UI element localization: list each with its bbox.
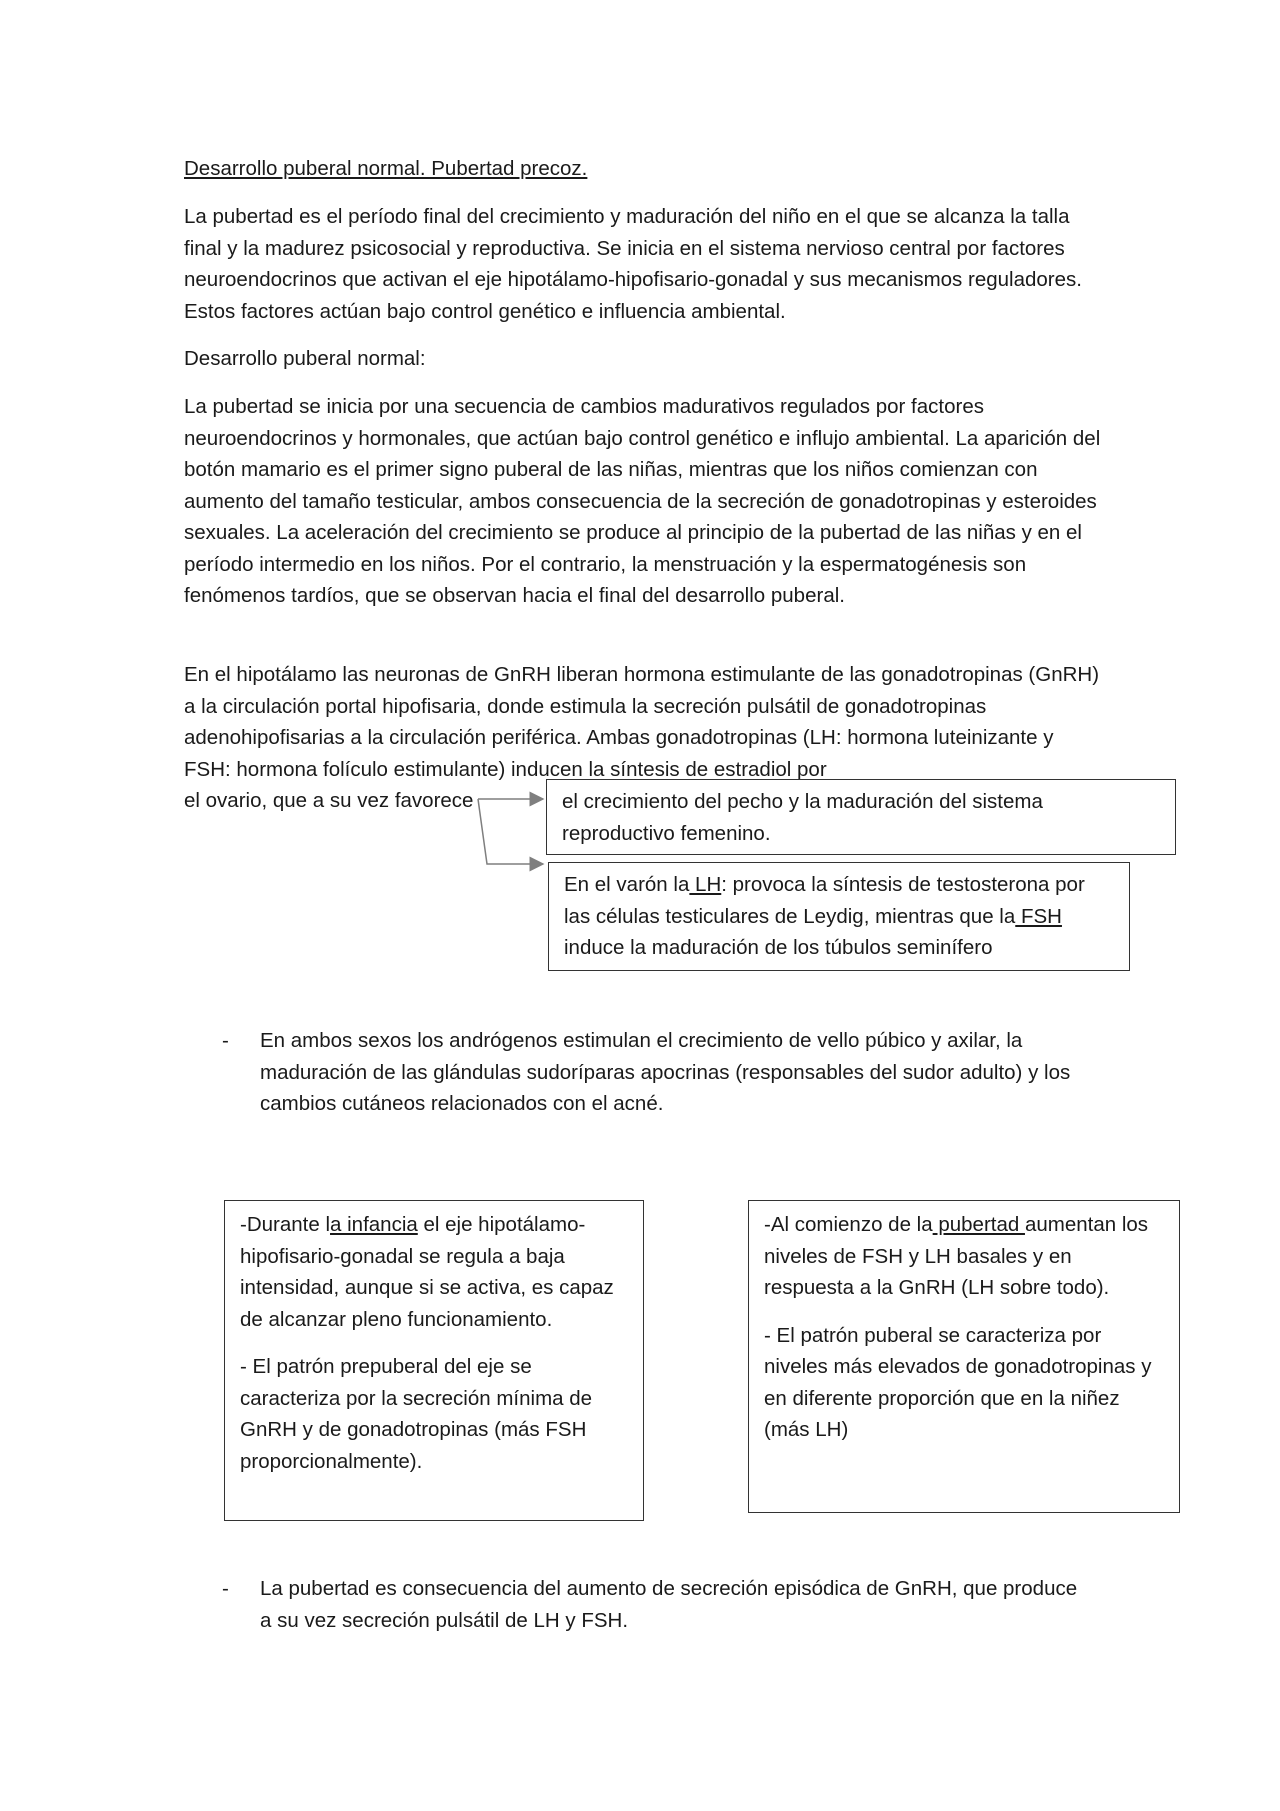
intro-paragraph: La pubertad es el período final del crecimiento y maduración del niño en el que se alcanza la talla final y la madurez psicosocial y reproductiva. Se inicia en el sistema nervioso central por factores neuroendocrinos que activan el eje hipotálamo-hipofisario-gonadal y sus mecanismos reguladores. Estos factores actúan bajo control genético e influencia ambiental. [184, 205, 1082, 323]
puberty-box [748, 1200, 1180, 1513]
hypothalamus-paragraph-tail: el ovario, que a su vez favorece [184, 789, 474, 812]
male-effect-box [548, 862, 1130, 971]
infancy-text-1: -Durante la infancia el eje hipotálamo-hipofisario-gonadal se regula a baja intensidad, aunque si se activa, es capaz de alcanzar pleno funcionamiento. [240, 1213, 614, 1331]
bullet-text: La pubertad es consecuencia del aumento de secreción episódica de GnRH, que produce a su vez secreción pulsátil de LH y FSH. [260, 1577, 1078, 1632]
infancy-term: a infancia [330, 1213, 418, 1236]
puberty-text-1: -Al comienzo de la pubertad aumentan los niveles de FSH y LH basales y en respuesta a la GnRH (LH sobre todo). [764, 1213, 1149, 1299]
lh-term: LH [689, 873, 722, 896]
female-effect-text: el crecimiento del pecho y la maduración del sistema reproductivo femenino. [562, 790, 1043, 845]
section-heading: Desarrollo puberal normal: [184, 347, 426, 370]
fsh-term: FSH [1015, 904, 1062, 928]
document-title: Desarrollo puberal normal. Pubertad precoz. [184, 157, 588, 180]
female-effect-box [546, 779, 1176, 855]
development-paragraph: La pubertad se inicia por una secuencia de cambios madurativos regulados por factores neuroendocrinos y hormonales, que actúan bajo control genético e influjo ambiental. La aparición del botón mamario es el primer signo puberal de las niñas, mientras que los niños comienzan con aumento del tamaño testicular, ambos consecuencia de la secreción de gonadotropinas y esteroides sexuales. La aceleración del crecimiento se produce al principio de la pubertad de las niñas y en el período intermedio en los niños. Por el contrario, la menstruación y la espermatogénesis son fenómenos tardíos, que se observan hacia el final del desarrollo puberal. [184, 395, 1101, 607]
infancy-box [224, 1200, 644, 1521]
bullet-dash: - [222, 1029, 229, 1052]
puberty-text-2: - El patrón puberal se caracteriza por niveles más elevados de gonadotropinas y en diferente proporción que en la niñez (más LH) [764, 1323, 1152, 1441]
list-item-gnrh [184, 1573, 1104, 1643]
bullet-dash: - [222, 1577, 229, 1600]
bullet-text: En ambos sexos los andrógenos estimulan el crecimiento de vello púbico y axilar, la maduración de las glándulas sudoríparas apocrinas (responsables del sudor adulto) y los cambios cutáneos relacionados con el acné. [260, 1029, 1071, 1115]
list-item-androgens [184, 1025, 1104, 1125]
infancy-text-2: - El patrón prepuberal del eje se caracteriza por la secreción mínima de GnRH y de gonadotropinas (más FSH proporcionalmente). [240, 1355, 593, 1473]
arrow-to-male-box [478, 799, 543, 864]
male-effect-text: En el varón la LH: provoca la síntesis de testosterona por las células testiculares de Leydig, mientras que la FSH induce la maduración de los túbulos seminífero [564, 873, 1085, 959]
hypothalamus-paragraph: En el hipotálamo las neuronas de GnRH liberan hormona estimulante de las gonadotropinas (GnRH) a la circulación portal hipofisaria, donde estimula la secreción pulsátil de gonadotropinas adenohipofisarias a la circulación periférica. Ambas gonadotropinas (LH: hormona luteinizante y FSH: hormona folículo estimulante) inducen la síntesis de estradiol por [184, 663, 1100, 781]
puberty-term: pubertad [932, 1213, 1025, 1236]
